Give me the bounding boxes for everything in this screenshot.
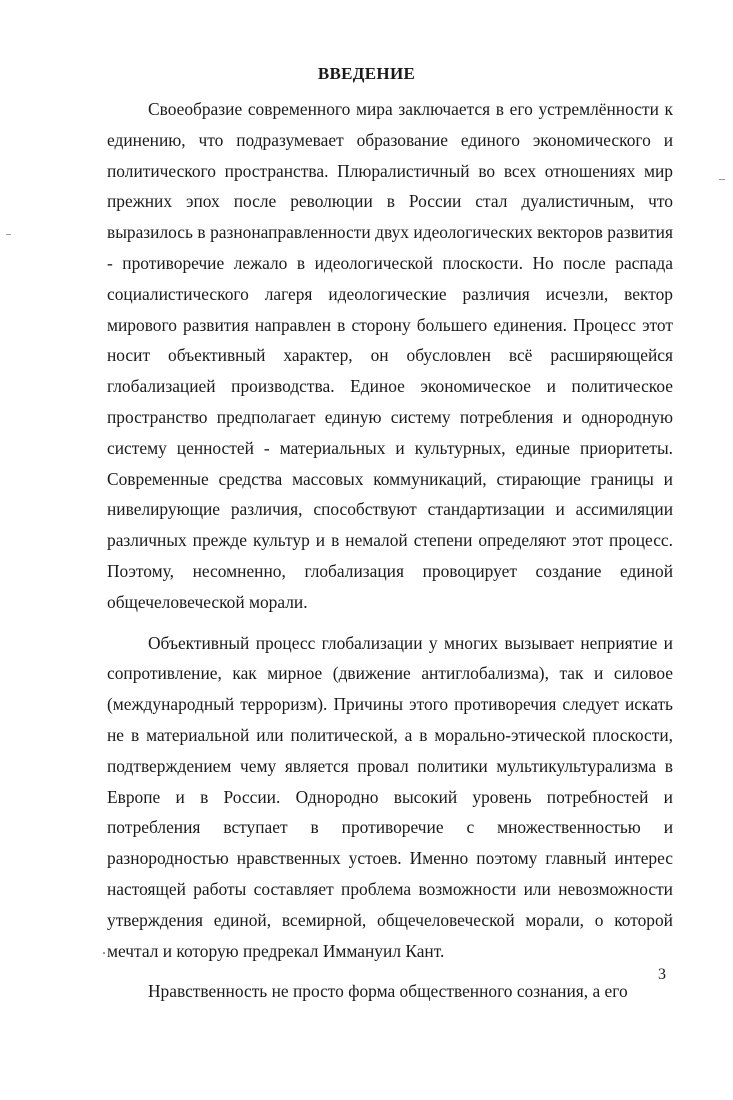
page-number: 3 [658,966,666,983]
scan-mark-left [6,234,11,235]
scan-mark-right [719,179,725,180]
scan-mark-bottom [103,952,105,954]
page-title: ВВЕДЕНИЕ [317,64,416,83]
paragraph-2: Объективный процесс глобализации у многих вызывает неприятие и сопротивление, как мирное (движение антиглобализма), так и силовое (международный терроризм). Причины этого противоречия следует искать не в материальной или политической, а в морально-этической плоскости, подтверждением чему является провал политики мультикультурализма в Европе и в России. Однородно высокий уровень потребностей и потребления вступает в противоречие с множественностью и разнородностью нравственных устоев. Именно поэтому главный интерес настоящей работы составляет проблема возможности или невозможности утверждения единой, всемирной, общечеловеческой морали, о которой мечтал и которую предрекал Иммануил Кант. [107,632,673,961]
paragraph-3: Нравственность не просто форма общественного сознания, а его [148,981,628,1002]
paragraph-1: Своеобразие современного мира заключается в его устремлённости к единению, что подразумевает образование единого экономического и политического пространства. Плюралистичный во всех отношениях мир прежних эпох после революции в России стал дуалистичным, что выразилось в разнонаправленности двух идеологических векторов развития - противоречие лежало в идеологической плоскости. Но после распада социалистического лагеря идеологические различия исчезли, вектор мирового развития направлен в сторону большего единения. Процесс этот носит объективный характер, он обусловлен всё расширяющейся глобализацией производства. Единое экономическое и политическое пространство предполагает единую систему потребления и однородную систему ценностей - материальных и культурных, единые приоритеты. Современные средства массовых коммуникаций, стирающие границы и нивелирующие различия, способствуют стандартизации и ассимиляции различных прежде культур и в немалой степени определяют этот процесс. Поэтому, несомненно, глобализация провоцирует создание единой общечеловеческой морали. [107,99,673,612]
body-text [107,94,673,1007]
